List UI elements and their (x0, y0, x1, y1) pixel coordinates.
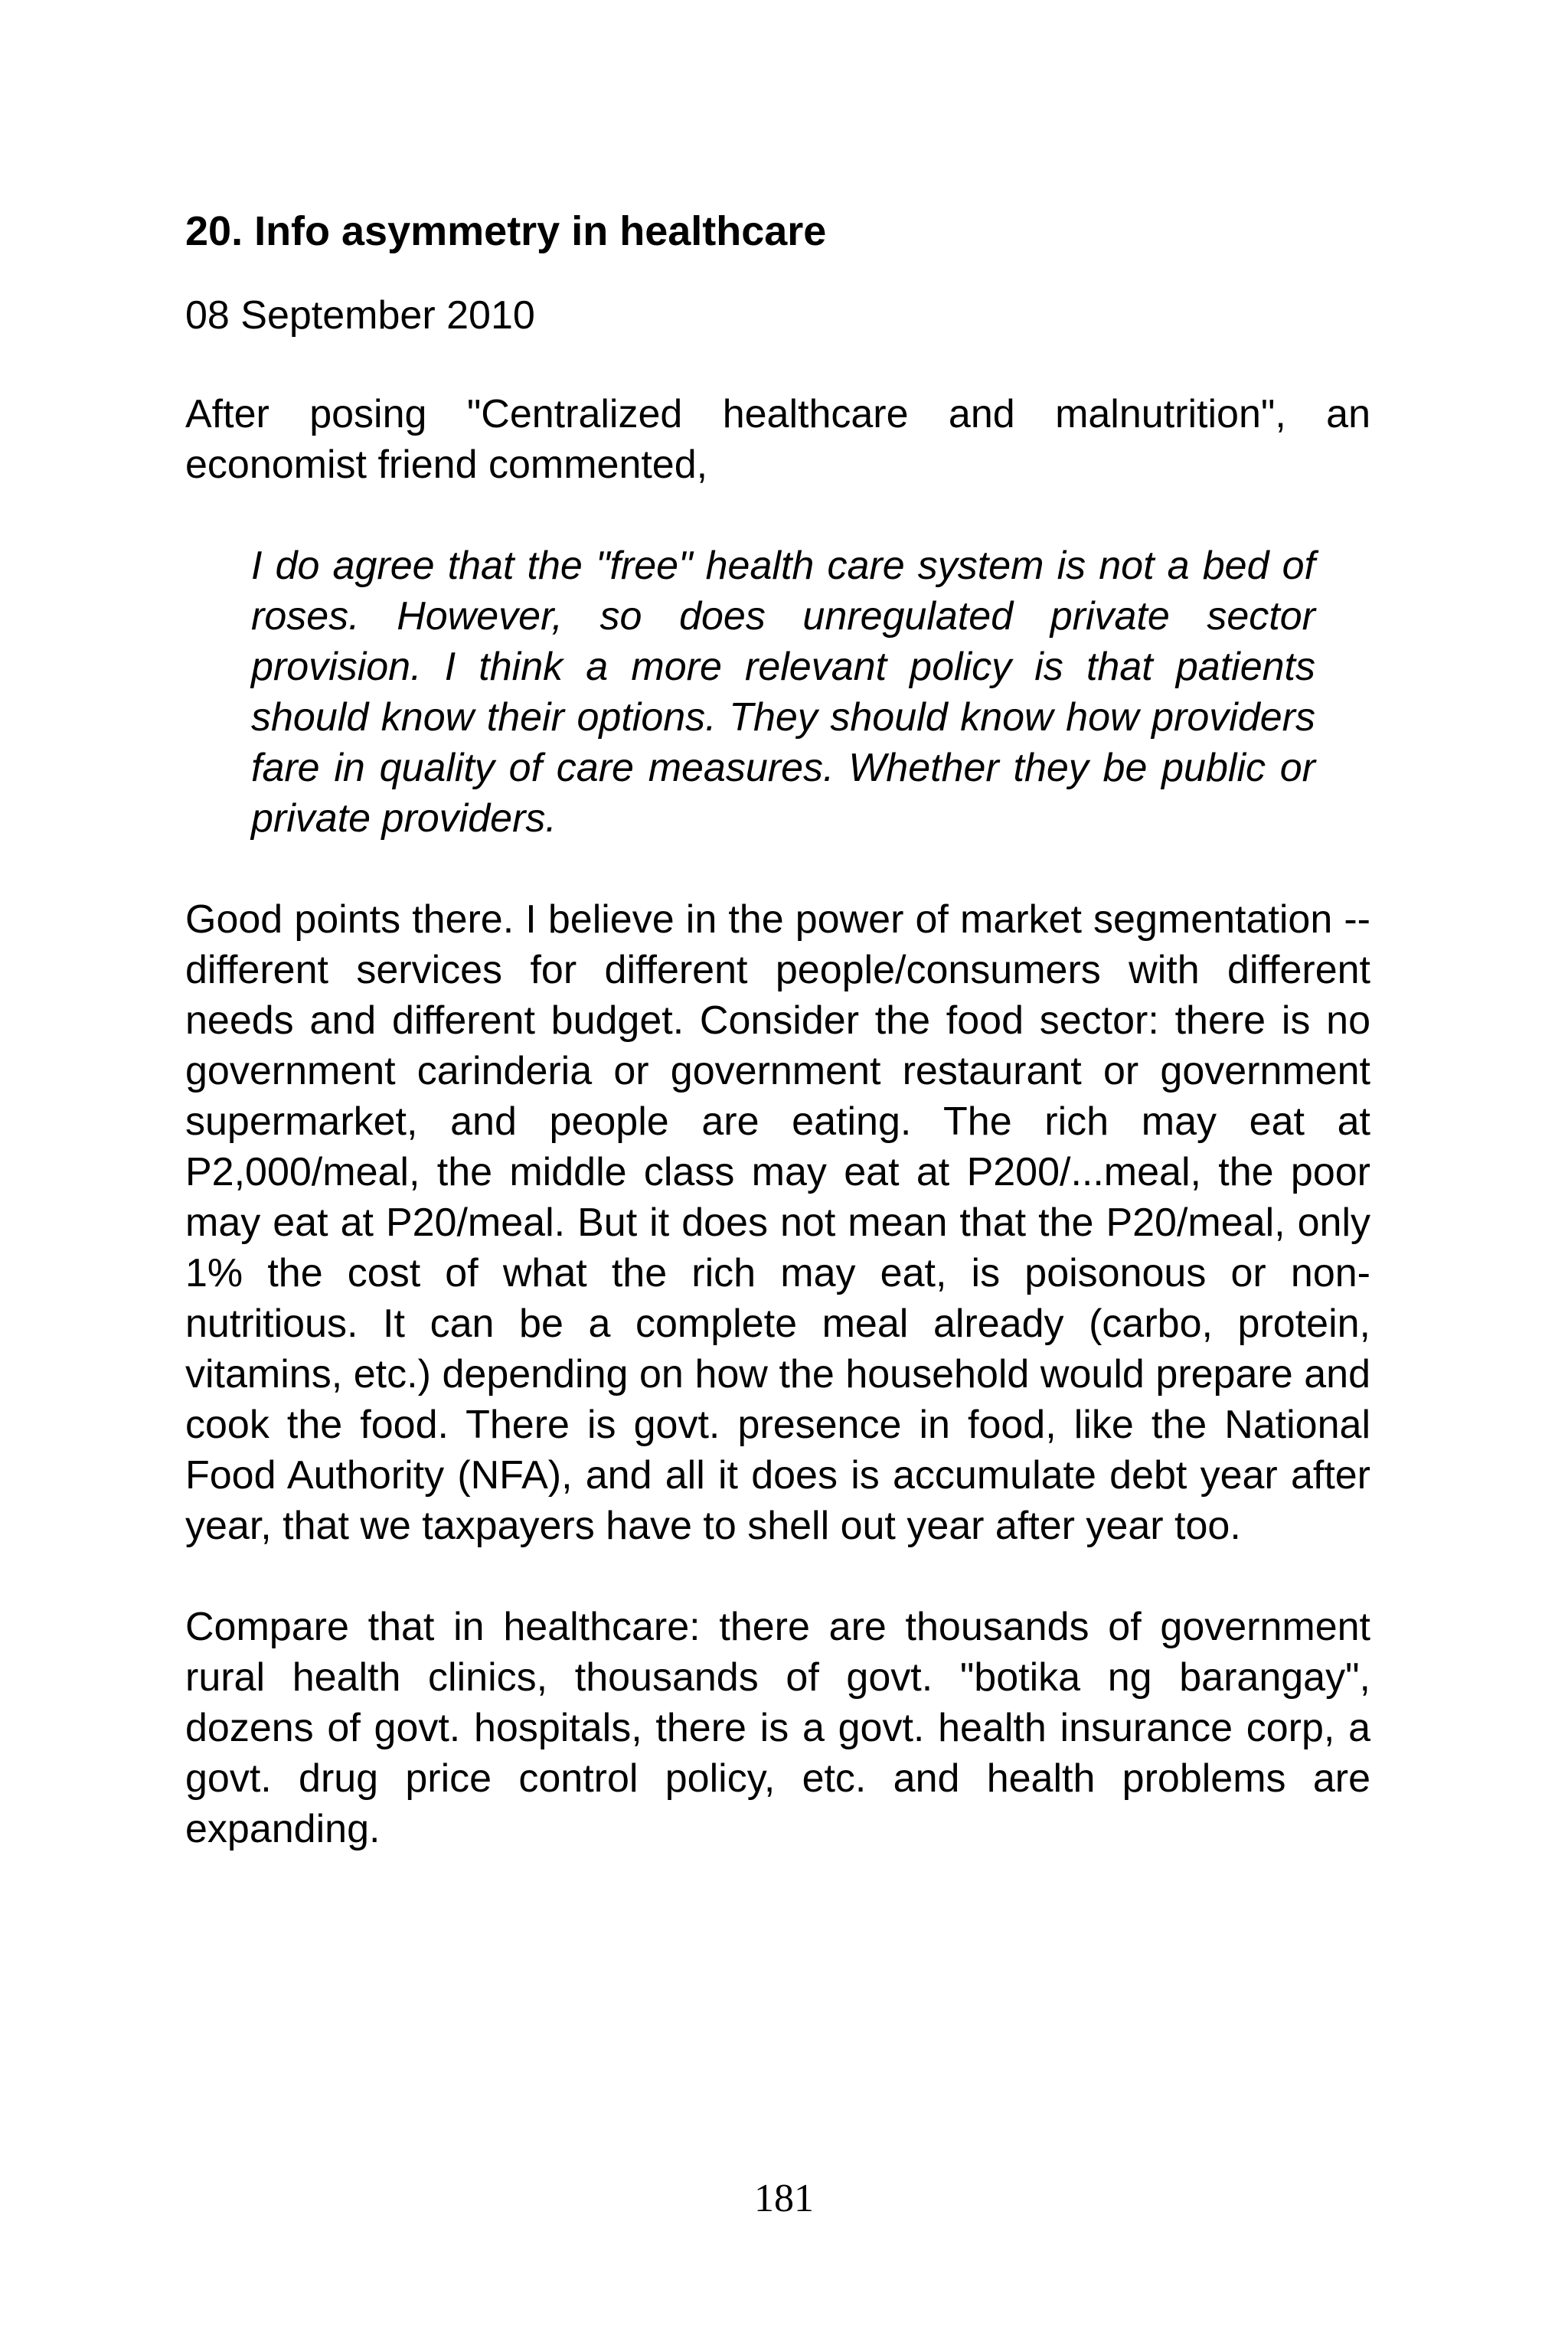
intro-paragraph: After posing "Centralized healthcare and malnutrition", an economist friend commented, (185, 392, 1370, 487)
article-date: 08 September 2010 (185, 293, 535, 338)
page-number: 181 (754, 2177, 814, 2220)
block-quote: I do agree that the "free" health care system is not a bed of roses. However, so does unregulated private sector provision. I think a more relevant policy is that patients should know their options. They should know how providers fare in quality of care measures. Whether they be public or private providers. (251, 544, 1315, 841)
article-title: 20. Info asymmetry in healthcare (185, 208, 827, 254)
document-page (185, 207, 1370, 1905)
body-paragraph-1: Good points there. I believe in the power of market segmentation -- different services for different people/consumers with different needs and different budget. Consider the food sector: there is no government carinderia or government restaurant or government supermarket, and people are eating. The rich may eat at P2,000/meal, the middle class may eat at P200/...meal, the poor may eat at P20/meal. But it does not mean that the P20/meal, only 1% the cost of what the rich may eat, is poisonous or non-nutritious. It can be a complete meal already (carbo, protein, vitamins, etc.) depending on how the household would prepare and cook the food. There is govt. presence in food, like the National Food Authority (NFA), and all it does is accumulate debt year after year, that we taxpayers have to shell out year after year too. (185, 897, 1370, 1548)
body-paragraph-2: Compare that in healthcare: there are thousands of government rural health clinics, thousands of govt. "botika ng barangay", dozens of govt. hospitals, there is a govt. health insurance corp, a govt. drug price control policy, etc. and health problems are expanding. (185, 1605, 1370, 1851)
